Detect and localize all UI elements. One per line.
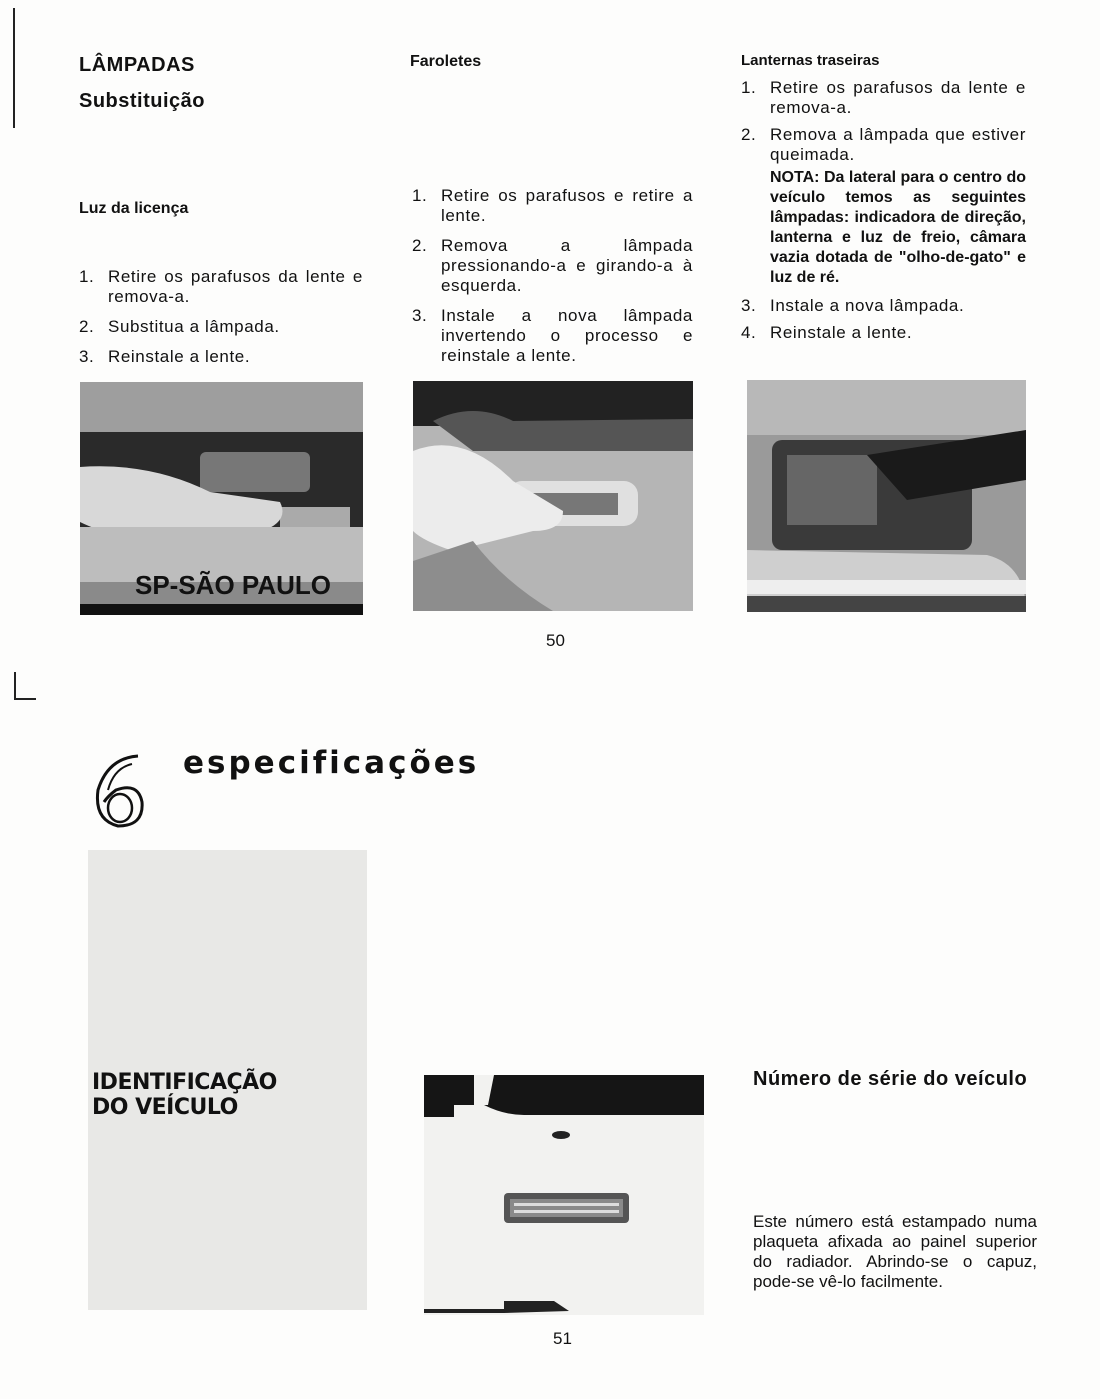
serial-number-text: Este número está estampado numa plaqueta afixada ao painel superior do radiador. Abrindo-se o capuz, pode-se vê-lo facilmente. xyxy=(753,1212,1037,1291)
list-item: 3. Instale a nova lâmpada invertendo o processo e reinstale a lente. xyxy=(412,306,693,365)
parking-lights-heading: Faroletes xyxy=(410,53,482,70)
margin-corner-mark xyxy=(14,698,36,700)
margin-corner-mark xyxy=(14,672,16,700)
list-item: 1. Retire os parafusos e retire a lente. xyxy=(412,186,693,225)
tail-lights-steps xyxy=(741,78,1026,353)
chapter-title: especificações xyxy=(183,745,480,781)
chapter-number xyxy=(88,750,150,843)
chapter-number-value xyxy=(0,0,1,1)
identification-heading: IDENTIFICAÇÃO DO VEÍCULO xyxy=(92,1070,277,1120)
margin-line xyxy=(13,8,15,128)
list-item: 2. Remova a lâmpada que estiver queimada. xyxy=(741,125,1026,164)
license-light-photo xyxy=(80,382,363,615)
serial-number-heading: Número de série do veículo xyxy=(753,1068,1028,1090)
list-item: 4. Reinstale a lente. xyxy=(741,323,913,342)
section-subtitle: Substituição xyxy=(79,90,206,112)
chapter-number-outline xyxy=(88,750,150,830)
section-title: LÂMPADAS xyxy=(79,54,195,76)
list-item: 1. Retire os parafusos da lente e remova-a. xyxy=(741,78,1026,117)
list-item: 3. Reinstale a lente. xyxy=(79,347,251,366)
list-item: 1. Retire os parafusos da lente e remova-a. xyxy=(79,267,363,306)
parking-lights-photo xyxy=(413,381,693,611)
page-number: 50 xyxy=(546,631,565,650)
list-item: 2. Remova a lâmpada pressionando-a e girando-a à esquerda. xyxy=(412,236,693,295)
license-light-heading: Luz da licença xyxy=(79,200,189,217)
tail-lights-note: NOTA: Da lateral para o centro do veículo temos as seguintes lâmpadas: indicadora de direção, lanterna e luz de freio, câmara vazia dotada de "olho-de-gato" e luz de ré. xyxy=(770,169,1026,286)
license-light-steps xyxy=(79,267,363,377)
list-item: 3. Instale a nova lâmpada. xyxy=(741,296,965,315)
list-item: 2. Substitua a lâmpada. xyxy=(79,317,280,336)
license-plate-text: SP-SÃO PAULO xyxy=(135,570,331,600)
serial-plate-photo xyxy=(424,1075,704,1315)
tail-lights-photo xyxy=(747,380,1026,612)
page-number: 51 xyxy=(553,1329,572,1348)
tail-lights-heading: Lanternas traseiras xyxy=(741,52,880,69)
parking-lights-steps xyxy=(412,186,693,376)
